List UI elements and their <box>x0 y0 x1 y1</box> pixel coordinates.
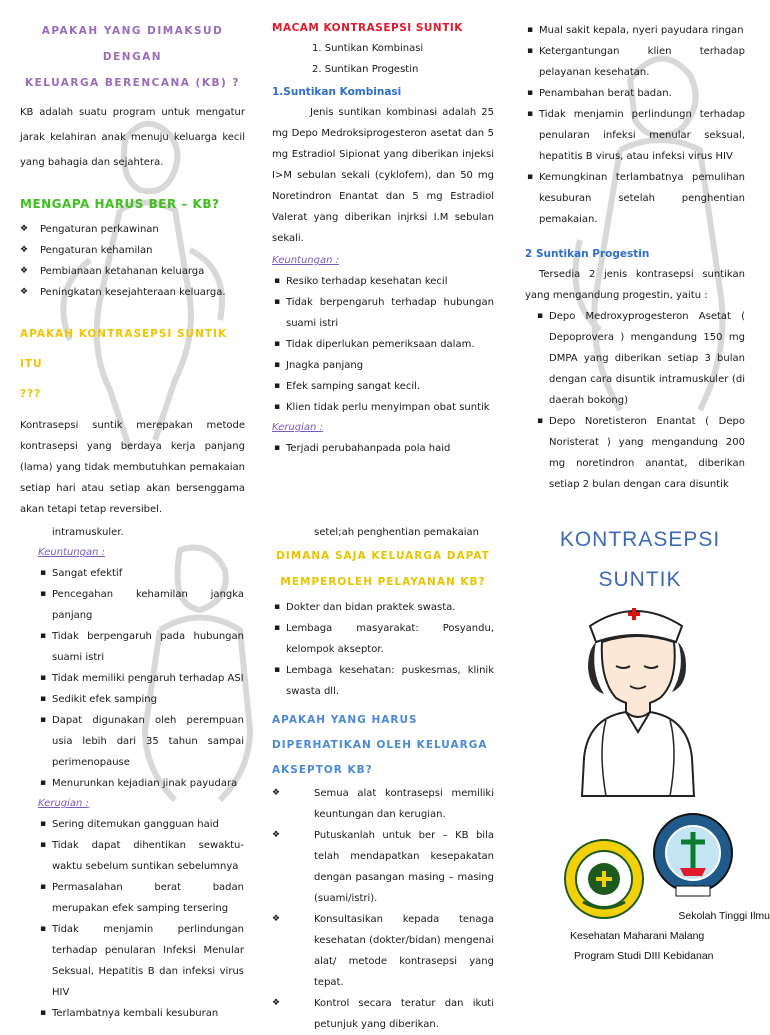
sub2-text: Tersedia 2 jenis kontrasepsi suntikan yang mengandung progestin, yaitu : <box>525 269 745 301</box>
q2-heading: MENGAPA HARUS BER – KB? <box>20 197 220 211</box>
cover-title <box>520 520 760 600</box>
list-item: ▪ Jnagka panjang <box>272 355 494 376</box>
q1-heading-line2: KELUARGA BERENCANA (KB) ? <box>24 77 241 89</box>
list-item: ▪ Tidak berpengaruh terhadap hubungan suami istri <box>272 292 494 334</box>
sub1-text: Jenis suntikan kombinasi adalah 25 mg Depo Medroksiprogesteron asetat dan 5 mg Estradiol Sipionat yang diberikan injeksi I>M sebulan sekali (cyklofem), dan 50 mg Noretindron Enantat dan 5 mg Estradiol Valerat yang diberikan injrksi I.M sebulan sekali. <box>272 107 494 244</box>
list-item: ▪ Permasalahan berat badan merupakan efek samping tersering <box>38 877 244 919</box>
q3-heading-line1: APAKAH KONTRASEPSI SUNTIK ITU <box>20 328 228 370</box>
cont-text: setel;ah penghentian pemakaian <box>314 527 479 538</box>
institution-logo-right <box>652 812 734 898</box>
list-item: ▪ Resiko terhadap kesehatan kecil <box>272 271 494 292</box>
list-item: ▪ Depo Medroxyprogesteron Asetat ( Depoprovera ) mengandung 150 mg DMPA yang diberikan setiap 3 bulan dengan cara disuntik intramuskuler (di daerah bokong) <box>535 306 745 411</box>
list-item: ▪ Sedikit efek samping <box>38 689 244 710</box>
q2-list <box>20 219 245 303</box>
panel-6-cover <box>520 520 760 600</box>
attention-list <box>272 783 494 1035</box>
types-heading: MACAM KONTRASEPSI SUNTIK <box>272 22 463 34</box>
list-item: ▪ Menurunkan kejadian jinak payudara <box>38 773 244 794</box>
panel-1 <box>20 18 245 520</box>
attention-heading-line3: AKSEPTOR KB? <box>272 764 373 776</box>
kerugian-label: Kerugian : <box>272 422 323 433</box>
kerugian-cont-list <box>525 20 745 230</box>
list-item: ❖ Pengaturan perkawinan <box>20 219 245 240</box>
list-item: ▪ Tidak memiliki pengaruh terhadap ASI <box>38 668 244 689</box>
attention-heading-line2: DIPERHATIKAN OLEH KELUARGA <box>272 739 488 751</box>
panel-4 <box>38 522 244 1024</box>
q3-heading-line2: ??? <box>20 388 42 400</box>
list-item: ❖ Pengaturan kehamilan <box>20 240 245 261</box>
cover-title-line1: KONTRASEPSI <box>559 528 721 551</box>
q3-heading <box>20 319 245 409</box>
list-item: ▪ Klien tidak perlu menyimpan obat suntik <box>272 397 494 418</box>
list-item: ▪ Terlambatnya kembali kesuburan <box>38 1003 244 1024</box>
list-item: ▪ Dapat digunakan oleh perempuan usia lebih dari 35 tahun sampai perimenopause <box>38 710 244 773</box>
panel-5 <box>272 522 494 1035</box>
list-item: ▪ Efek samping sangat kecil. <box>272 376 494 397</box>
list-item: 1. Suntikan Kombinasi <box>312 43 424 54</box>
list-item: ▪ Tidak berpengaruh pada hubungan suami istri <box>38 626 244 668</box>
list-item: ❖ Putuskanlah untuk ber – KB bila telah mendapatkan kesepakatan dengan pasangan masing – masing (suami/istri). <box>272 825 494 909</box>
list-item: ▪ Penambahan berat badan. <box>525 83 745 104</box>
list-item: ❖ Kontrol secara teratur dan ikuti petunjuk yang diberikan. <box>272 993 494 1035</box>
panel-3 <box>525 20 745 495</box>
list-item: ▪ Mual sakit kepala, nyeri payudara ringan <box>525 20 745 41</box>
q1-heading-line1: APAKAH YANG DIMAKSUD DENGAN <box>41 25 224 63</box>
where-heading <box>272 543 494 595</box>
progestin-list <box>525 306 745 495</box>
attention-heading-line1: APAKAH YANG HARUS <box>272 714 418 726</box>
list-item: ▪ Tidak menjamin perlindungn terhadap penularan infeksi menular seksual, hepatitis B virus, atau infeksi virus HIV <box>525 104 745 167</box>
list-item: ❖ Semua alat kontrasepsi memiliki keuntungan dan kerugian. <box>272 783 494 825</box>
list-item: ❖ Konsultasikan kepada tenaga kesehatan (dokter/bidan) mengenai alat/ metode kontrasepsi yang tepat. <box>272 909 494 993</box>
cover-title-line2: SUNTIK <box>598 568 682 591</box>
institution-line1: Sekolah Tinggi Ilmu <box>678 910 770 922</box>
list-item: 2. Suntikan Progestin <box>312 64 419 75</box>
list-item: ❖ Peningkatan kesejahteraan keluarga. <box>20 282 245 303</box>
sub2-heading: 2 Suntikan Progestin <box>525 248 650 260</box>
types-list <box>272 38 494 80</box>
nurse-illustration <box>570 598 705 798</box>
list-item: ▪ Terjadi perubahanpada pola haid <box>272 438 494 459</box>
list-item: ❖ Pembianaan ketahanan keluarga <box>20 261 245 282</box>
cont-text: intramuskuler. <box>52 527 124 538</box>
keuntungan-list <box>38 563 244 794</box>
keuntungan-label: Keuntungan : <box>38 547 105 558</box>
kerugian-list <box>38 814 244 1024</box>
list-item: ▪ Lembaga masyarakat: Posyandu, kelompok akseptor. <box>272 618 494 660</box>
list-item: ▪ Sering ditemukan gangguan haid <box>38 814 244 835</box>
list-item: ▪ Lembaga kesehatan: puskesmas, klinik swasta dll. <box>272 660 494 702</box>
list-item: ▪ Dokter dan bidan praktek swasta. <box>272 597 494 618</box>
sub1-heading: 1.Suntikan Kombinasi <box>272 86 402 98</box>
list-item: ▪ Tidak diperlukan pemeriksaan dalam. <box>272 334 494 355</box>
where-heading-line2: MEMPEROLEH PELAYANAN KB? <box>280 576 486 588</box>
panel-2 <box>272 22 494 459</box>
list-item: ▪ Kemungkinan terlambatnya pemulihan kesuburan setelah penghentian pemakaian. <box>525 167 745 230</box>
where-list <box>272 597 494 702</box>
institution-block <box>560 906 770 966</box>
list-item: ▪ Tidak menjamin perlindungan terhadap penularan Infeksi Menular Seksual, Hepatitis B dan infeksi virus HIV <box>38 919 244 1003</box>
list-item: ▪ Depo Noretisteron Enantat ( Depo Noristerat ) yang mengandung 200 mg noretindron anantat, diberikan setiap 2 bulan dengan cara disuntik <box>535 411 745 495</box>
attention-heading <box>272 708 494 783</box>
where-heading-line1: DIMANA SAJA KELUARGA DAPAT <box>276 550 490 562</box>
list-item: ▪ Ketergantungan klien terhadap pelayanan kesehatan. <box>525 41 745 83</box>
list-item: ▪ Pencegahan kehamilan jangka panjang <box>38 584 244 626</box>
q3-text: Kontrasepsi suntik merepakan metode kontrasepsi yang berdaya kerja panjang (lama) yang tidak membutuhkan pemakaian setiap hari atau setiap akan bersenggama akan tetapi tetap reversibel. <box>20 420 245 515</box>
keuntungan-label: Keuntungan : <box>272 255 339 266</box>
kerugian-label: Kerugian : <box>38 798 89 809</box>
institution-line3: Program Studi DIII Kebidanan <box>574 950 714 962</box>
list-item: ▪ Tidak dapat dihentikan sewaktu-waktu sebelum suntikan sebelumnya <box>38 835 244 877</box>
list-item: ▪ Sangat efektif <box>38 563 244 584</box>
kerugian-list <box>272 438 494 459</box>
q1-heading <box>20 18 245 96</box>
q1-text: KB adalah suatu program untuk mengatur jarak kelahiran anak menuju keluarga kecil yang bahagia dan sejahtera. <box>20 107 245 168</box>
keuntungan-list <box>272 271 494 418</box>
institution-line2: Kesehatan Maharani Malang <box>570 930 705 942</box>
